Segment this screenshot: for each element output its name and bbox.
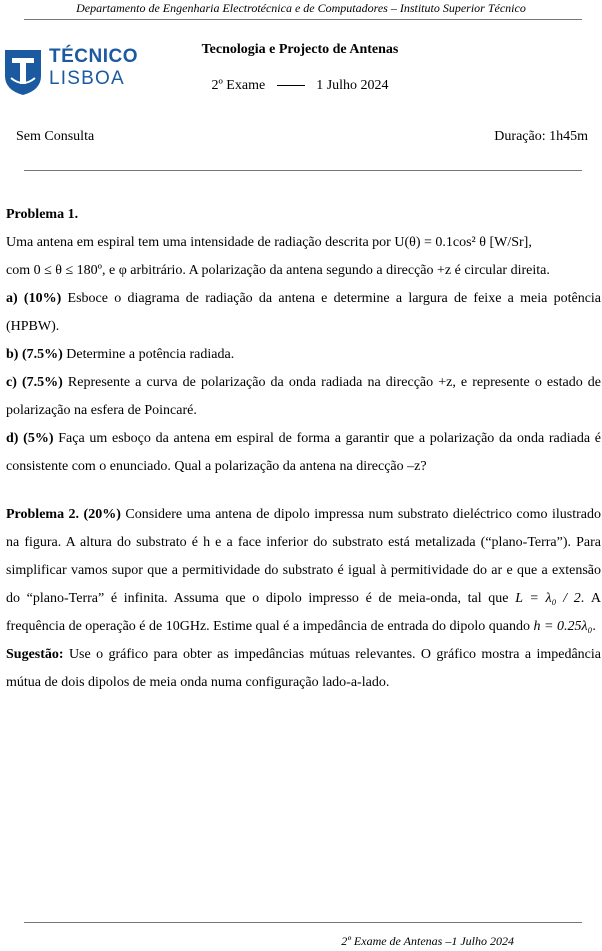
part-b-text: Determine a potência radiada. xyxy=(66,347,235,362)
part-c-label: c) (7.5%) xyxy=(6,375,63,390)
problem1-range: com 0 ≤ θ ≤ 180º, e φ arbitrário. A polarização da antena segundo a direcção +z é circular direita. xyxy=(6,263,550,278)
problem2-body xyxy=(6,501,601,641)
shield-icon xyxy=(3,48,43,96)
hint-paragraph xyxy=(6,641,601,697)
problem1-part-a xyxy=(6,285,601,341)
problem2-title: Problema 2. (20%) xyxy=(6,507,121,522)
exam-line xyxy=(150,78,450,94)
equation-h: h = 0.25λ₀ xyxy=(533,619,593,634)
part-a-label: a) (10%) xyxy=(6,291,62,306)
problem1-part-c xyxy=(6,369,601,425)
problem1-part-d xyxy=(6,425,601,481)
hint-text: Use o gráfico para obter as impedâncias mútuas relevantes. O gráfico mostra a impedância mútua de dois dipolos de meia onda numa configuração lado-a-lado. xyxy=(6,647,601,690)
exam-dash xyxy=(277,85,305,86)
duration-info: Duração: 1h45m xyxy=(494,129,588,144)
problem2-text1: Considere uma antena de dipolo impressa num substrato dieléctrico como ilustrado na figura. A altura do substrato é h e a face inferior do substrato está metalizada (“plano-Terra”). Para simplificar vamos supor que a permitividade do substrato é igual à permitividade do ar e que a extensão do “plano-Terra” é infinita. Assuma que o dipolo impresso é de meia-onda, tal que xyxy=(6,507,602,606)
section-divider xyxy=(24,170,582,171)
consult-info: Sem Consulta xyxy=(16,129,95,144)
header-divider xyxy=(24,19,582,20)
department-header: Departamento de Engenharia Electrotécnica e de Computadores – Instituto Superior Técnico xyxy=(76,1,526,15)
hint-label: Sugestão: xyxy=(6,647,64,662)
part-c-text: Represente a curva de polarização da onda radiada na direcção +z, e represente o estado de polarização na esfera de Poincaré. xyxy=(6,375,601,418)
footer-divider xyxy=(24,922,582,923)
tecnico-lisboa-logo xyxy=(3,46,138,98)
problem1-title: Problema 1. xyxy=(6,207,79,222)
part-b-label: b) (7.5%) xyxy=(6,347,63,362)
problem1-part-b xyxy=(6,341,601,369)
course-title: Tecnologia e Projecto de Antenas xyxy=(201,42,399,57)
page-footer: 2º Exame de Antenas –1 Julho 2024 xyxy=(341,934,514,948)
problem2-text2: . A frequência de operação é de 10GHz. Estime qual é a impedância de entrada do dipolo quando xyxy=(6,591,601,634)
problem1-intro: Uma antena em espiral tem uma intensidade de radiação descrita por U(θ) = 0.1cos² θ [W/Sr], xyxy=(6,235,532,250)
equation-l: L = λ₀ / 2 xyxy=(515,591,581,606)
part-d-text: Faça um esboço da antena em espiral de forma a garantir que a polarização da onda radiada é consistente com o enunciado. Qual a polarização da antena na direcção –z? xyxy=(6,431,602,474)
logo-text-lisboa: LISBOA xyxy=(49,68,125,89)
exam-content xyxy=(6,201,601,697)
part-d-label: d) (5%) xyxy=(6,431,54,446)
exam-date: 1 Julho 2024 xyxy=(316,78,389,93)
problem2-text3: . xyxy=(592,619,596,634)
exam-name: 2º Exame xyxy=(211,78,266,93)
part-a-text: Esboce o diagrama de radiação da antena e determine a largura de feixe a meia potência (HPBW). xyxy=(6,291,602,334)
logo-text-tecnico: TÉCNICO xyxy=(49,46,138,67)
